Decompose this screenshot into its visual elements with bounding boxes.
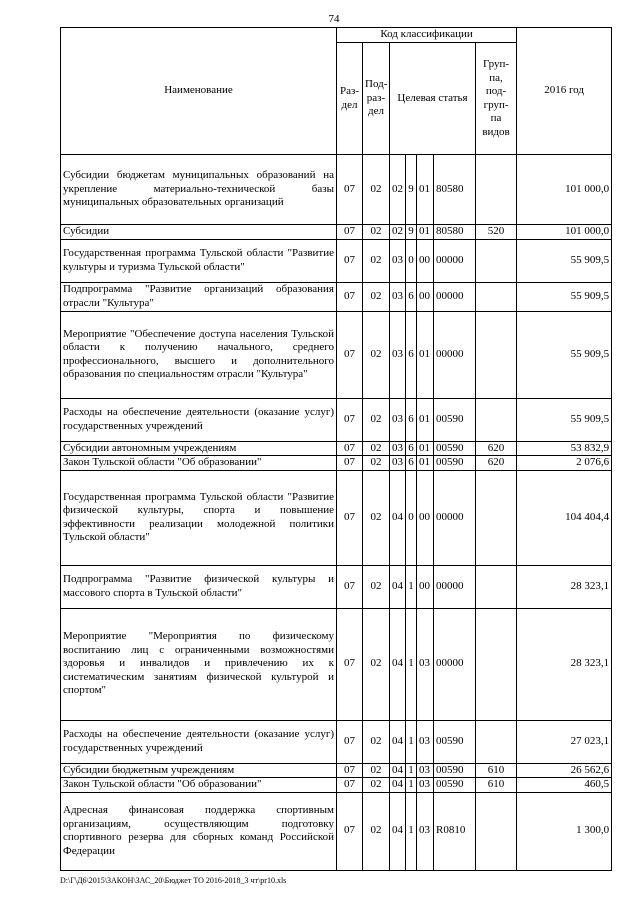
cell-cs4: 00590 — [434, 456, 476, 471]
footer-file-path: D:\Г\Д6\2015\ЗАКОН\ЗАС_20\Бюджет ТО 2016-2018_3 чт\pr10.xls — [60, 876, 287, 885]
cell-cs1: 03 — [390, 311, 406, 398]
cell-amount: 28 323,1 — [517, 608, 612, 720]
cell-cs3: 03 — [417, 763, 434, 778]
cell-razdel: 07 — [337, 441, 363, 456]
header-group: Груп- па, под- груп- па видов — [476, 43, 517, 155]
cell-cs4: 00590 — [434, 778, 476, 793]
cell-cs3: 00 — [417, 470, 434, 565]
cell-razdel: 07 — [337, 311, 363, 398]
page-number: 74 — [328, 13, 340, 25]
cell-cs4: 80580 — [434, 155, 476, 225]
table-row — [61, 456, 612, 471]
cell-amount: 460,5 — [517, 778, 612, 793]
cell-amount: 1 300,0 — [517, 792, 612, 870]
cell-cs1: 04 — [390, 763, 406, 778]
cell-cs3: 01 — [417, 155, 434, 225]
cell-podrazdel: 02 — [363, 239, 390, 282]
cell-amount: 27 023,1 — [517, 720, 612, 763]
cell-group — [476, 565, 517, 608]
cell-razdel: 07 — [337, 456, 363, 471]
cell-amount: 2 076,6 — [517, 456, 612, 471]
cell-name: Подпрограмма "Развитие физической культуры и массового спорта в Тульской области" — [61, 565, 337, 608]
cell-amount: 55 909,5 — [517, 239, 612, 282]
cell-cs2: 6 — [406, 311, 417, 398]
cell-razdel: 07 — [337, 155, 363, 225]
cell-name: Субсидии бюджетным учреждениям — [61, 763, 337, 778]
cell-cs1: 04 — [390, 778, 406, 793]
cell-cs2: 0 — [406, 470, 417, 565]
cell-cs1: 03 — [390, 441, 406, 456]
table-body — [61, 155, 612, 871]
cell-cs1: 04 — [390, 792, 406, 870]
cell-amount: 55 909,5 — [517, 282, 612, 311]
cell-cs2: 1 — [406, 763, 417, 778]
table-row — [61, 155, 612, 225]
cell-podrazdel: 02 — [363, 720, 390, 763]
cell-name: Расходы на обеспечение деятельности (оказание услуг) государственных учреждений — [61, 720, 337, 763]
cell-podrazdel: 02 — [363, 441, 390, 456]
cell-cs4: 00000 — [434, 608, 476, 720]
cell-cs2: 6 — [406, 398, 417, 441]
cell-amount: 104 404,4 — [517, 470, 612, 565]
cell-razdel: 07 — [337, 282, 363, 311]
cell-razdel: 07 — [337, 608, 363, 720]
cell-cs2: 6 — [406, 282, 417, 311]
cell-podrazdel: 02 — [363, 155, 390, 225]
cell-razdel: 07 — [337, 470, 363, 565]
table-row — [61, 311, 612, 398]
cell-cs1: 02 — [390, 155, 406, 225]
table-row — [61, 239, 612, 282]
cell-name: Субсидии — [61, 225, 337, 240]
cell-cs4: 00590 — [434, 763, 476, 778]
cell-cs3: 00 — [417, 565, 434, 608]
header-classification: Код классификации — [337, 28, 517, 43]
cell-group: 610 — [476, 763, 517, 778]
cell-podrazdel: 02 — [363, 763, 390, 778]
cell-cs4: R0810 — [434, 792, 476, 870]
cell-razdel: 07 — [337, 792, 363, 870]
cell-cs4: 00000 — [434, 470, 476, 565]
cell-podrazdel: 02 — [363, 565, 390, 608]
cell-name: Государственная программа Тульской области "Развитие физической культуры, спорта и повышение эффективности реализации молодежной политики Тульской области" — [61, 470, 337, 565]
cell-amount: 55 909,5 — [517, 398, 612, 441]
header-year: 2016 год — [517, 28, 612, 155]
cell-razdel: 07 — [337, 778, 363, 793]
cell-group: 620 — [476, 456, 517, 471]
header-section: Раз- дел — [337, 43, 363, 155]
cell-group: 520 — [476, 225, 517, 240]
cell-cs3: 01 — [417, 456, 434, 471]
cell-cs3: 03 — [417, 778, 434, 793]
cell-razdel: 07 — [337, 720, 363, 763]
cell-cs2: 1 — [406, 565, 417, 608]
cell-cs4: 00590 — [434, 441, 476, 456]
cell-podrazdel: 02 — [363, 398, 390, 441]
cell-podrazdel: 02 — [363, 225, 390, 240]
table-row — [61, 225, 612, 240]
cell-cs3: 00 — [417, 282, 434, 311]
cell-name: Расходы на обеспечение деятельности (оказание услуг) государственных учреждений — [61, 398, 337, 441]
cell-cs4: 80580 — [434, 225, 476, 240]
cell-amount: 28 323,1 — [517, 565, 612, 608]
cell-cs2: 0 — [406, 239, 417, 282]
cell-cs2: 6 — [406, 441, 417, 456]
cell-podrazdel: 02 — [363, 311, 390, 398]
cell-group — [476, 239, 517, 282]
cell-cs4: 00000 — [434, 311, 476, 398]
cell-cs4: 00590 — [434, 720, 476, 763]
header-name: Наименование — [61, 28, 337, 155]
cell-podrazdel: 02 — [363, 282, 390, 311]
cell-amount: 53 832,9 — [517, 441, 612, 456]
cell-cs3: 01 — [417, 225, 434, 240]
table-row — [61, 763, 612, 778]
table-row — [61, 282, 612, 311]
cell-podrazdel: 02 — [363, 608, 390, 720]
cell-cs3: 01 — [417, 311, 434, 398]
table-row — [61, 720, 612, 763]
table-row — [61, 398, 612, 441]
table-row — [61, 470, 612, 565]
table-row — [61, 608, 612, 720]
cell-name: Мероприятие "Обеспечение доступа населения Тульской области к получению начального, среднего профессионального, высшего и дополнительного образования по специальностям отрасли "Культура" — [61, 311, 337, 398]
cell-cs1: 03 — [390, 239, 406, 282]
cell-cs2: 1 — [406, 792, 417, 870]
cell-razdel: 07 — [337, 239, 363, 282]
cell-group — [476, 470, 517, 565]
cell-name: Подпрограмма "Развитие организаций образования отрасли "Культура" — [61, 282, 337, 311]
cell-amount: 101 000,0 — [517, 225, 612, 240]
cell-cs2: 1 — [406, 720, 417, 763]
cell-name: Закон Тульской области "Об образовании" — [61, 778, 337, 793]
cell-cs3: 03 — [417, 720, 434, 763]
header-target-item: Целевая статья — [390, 43, 476, 155]
cell-razdel: 07 — [337, 763, 363, 778]
cell-name: Субсидии автономным учреждениям — [61, 441, 337, 456]
cell-razdel: 07 — [337, 398, 363, 441]
cell-cs2: 1 — [406, 608, 417, 720]
cell-cs2: 1 — [406, 778, 417, 793]
cell-name: Государственная программа Тульской области "Развитие культуры и туризма Тульской области" — [61, 239, 337, 282]
cell-cs1: 02 — [390, 225, 406, 240]
table-row — [61, 441, 612, 456]
cell-cs3: 01 — [417, 441, 434, 456]
cell-cs4: 00000 — [434, 239, 476, 282]
cell-razdel: 07 — [337, 565, 363, 608]
cell-group — [476, 608, 517, 720]
table-row — [61, 792, 612, 870]
cell-cs3: 03 — [417, 792, 434, 870]
cell-podrazdel: 02 — [363, 778, 390, 793]
cell-podrazdel: 02 — [363, 792, 390, 870]
cell-cs4: 00590 — [434, 398, 476, 441]
cell-cs2: 9 — [406, 225, 417, 240]
cell-name: Адресная финансовая поддержка спортивным организациям, осуществляющим подготовку спортивного резерва для сборных команд Российской Федерации — [61, 792, 337, 870]
cell-cs1: 04 — [390, 720, 406, 763]
header-subsection: Под- раз- дел — [363, 43, 390, 155]
cell-name: Субсидии бюджетам муниципальных образований на укрепление материально-технической базы муниципальных образовательных организаций — [61, 155, 337, 225]
cell-group — [476, 398, 517, 441]
cell-name: Мероприятие "Мероприятия по физическому воспитанию лиц с ограниченными возможностями здоровья и инвалидов и привлечению их к систематическим занятиям физической культурой и спортом" — [61, 608, 337, 720]
cell-name: Закон Тульской области "Об образовании" — [61, 456, 337, 471]
cell-podrazdel: 02 — [363, 456, 390, 471]
cell-cs3: 01 — [417, 398, 434, 441]
cell-podrazdel: 02 — [363, 470, 390, 565]
cell-cs1: 04 — [390, 565, 406, 608]
table-row — [61, 565, 612, 608]
cell-cs3: 00 — [417, 239, 434, 282]
cell-amount: 55 909,5 — [517, 311, 612, 398]
table-row — [61, 778, 612, 793]
cell-amount: 101 000,0 — [517, 155, 612, 225]
cell-cs1: 03 — [390, 456, 406, 471]
cell-cs4: 00000 — [434, 565, 476, 608]
cell-amount: 26 562,6 — [517, 763, 612, 778]
cell-cs4: 00000 — [434, 282, 476, 311]
cell-group: 610 — [476, 778, 517, 793]
cell-cs1: 03 — [390, 398, 406, 441]
cell-cs1: 04 — [390, 608, 406, 720]
cell-group — [476, 282, 517, 311]
cell-cs1: 03 — [390, 282, 406, 311]
cell-razdel: 07 — [337, 225, 363, 240]
cell-group — [476, 720, 517, 763]
cell-group — [476, 155, 517, 225]
cell-group: 620 — [476, 441, 517, 456]
cell-cs2: 6 — [406, 456, 417, 471]
cell-cs1: 04 — [390, 470, 406, 565]
cell-group — [476, 792, 517, 870]
cell-group — [476, 311, 517, 398]
cell-cs2: 9 — [406, 155, 417, 225]
cell-cs3: 03 — [417, 608, 434, 720]
budget-table — [60, 27, 612, 871]
